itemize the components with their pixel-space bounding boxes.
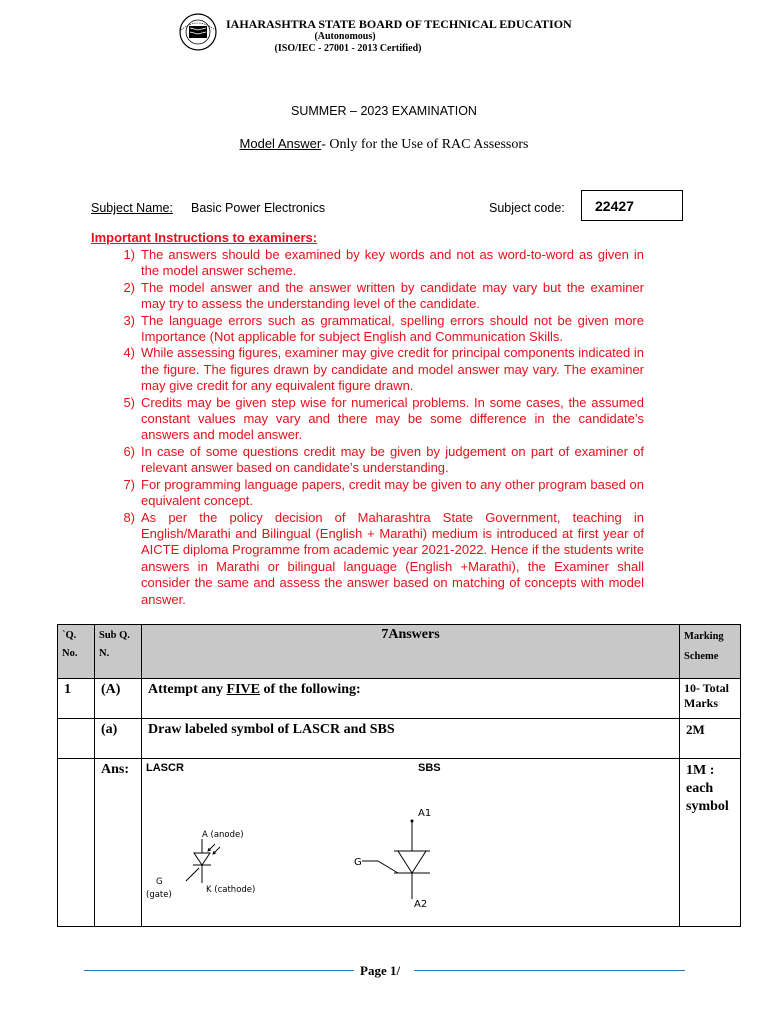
empty-cell	[58, 759, 95, 927]
instructions-heading: Important Instructions to examiners:	[91, 230, 318, 245]
instruction-text: Credits may be given step wise for numerical problems. In some cases, the assumed constant values may vary and there may be some difference in the candidate’s answers and model answer.	[141, 394, 644, 443]
lascr-gate-g: G	[156, 877, 163, 887]
instruction-text: While assessing figures, examiner may give credit for principal components indicated in the figure. The figures drawn by candidate and model answer may vary. The examiner may give credit for any equivalent figure drawn.	[141, 345, 644, 394]
msbte-logo	[172, 12, 224, 52]
page-number: Page 1/	[360, 963, 401, 978]
instruction-item	[91, 313, 644, 346]
total-marks: 10- Total Marks	[680, 679, 741, 719]
instruction-item	[91, 395, 644, 444]
lascr-cathode-label: K (cathode)	[206, 885, 256, 895]
instruction-number: 3)	[123, 312, 135, 328]
model-answer-line	[0, 136, 768, 153]
subject-code: 22427	[595, 198, 634, 214]
instruction-text: In case of some questions credit may be given by judgement on part of examiner of relevant answer based on candidate’s understanding.	[141, 443, 644, 476]
sbs-a2-label: A2	[414, 899, 428, 910]
board-title: IAHARASHTRA STATE BOARD OF TECHNICAL EDUCATION	[226, 17, 572, 31]
instruction-item	[91, 477, 644, 510]
table-row	[58, 679, 741, 719]
sbs-a1-label: A1	[418, 808, 432, 819]
subject-name: Basic Power Electronics	[191, 201, 326, 215]
subject-name-label: Subject Name:	[91, 201, 173, 215]
table-row	[58, 759, 741, 927]
footer-rule-right	[414, 970, 685, 971]
instruction-item	[91, 280, 644, 313]
answer-label: Ans:	[95, 759, 142, 927]
exam-title: SUMMER – 2023 EXAMINATION	[291, 104, 477, 118]
instruction-item	[91, 247, 644, 280]
instruction-number: 1)	[123, 247, 135, 262]
question-text-post: of the following:	[260, 682, 361, 697]
instruction-number: 4)	[123, 345, 135, 361]
table-row	[58, 719, 741, 759]
instruction-number: 6)	[123, 443, 135, 459]
marks: 1M : each symbol	[680, 759, 741, 927]
instruction-text: For programming language papers, credit may be given to any other program based on equivalent concept.	[141, 476, 644, 509]
table-header-row	[58, 625, 741, 679]
instruction-number: 5)	[123, 394, 135, 410]
question-number: 1	[58, 679, 95, 719]
instruction-item	[91, 444, 644, 477]
lascr-label: LASCR	[146, 762, 184, 774]
model-answer-rest: - Only for the Use of RAC Assessors	[321, 137, 529, 152]
instructions-list	[91, 247, 644, 608]
sbs-g-label: G	[354, 857, 362, 868]
sub-question: (a)	[95, 719, 142, 759]
instruction-number: 2)	[123, 279, 135, 295]
sub-question: (A)	[95, 679, 142, 719]
lascr-gate-label: (gate)	[146, 890, 172, 900]
instruction-item	[91, 345, 644, 394]
question-text	[142, 679, 680, 719]
instruction-text: The model answer and the answer written by candidate may vary but the examiner may try to assess the understanding level of the candidate.	[141, 279, 644, 312]
answer-figures-cell	[142, 759, 680, 927]
instruction-number: 7)	[123, 476, 135, 492]
answer-table	[57, 624, 741, 927]
header-sub-qn: Sub Q. N.	[95, 625, 142, 679]
instruction-text: The answers should be examined by key words and not as word-to-word as given in the model answer scheme.	[141, 247, 644, 279]
board-autonomous: (Autonomous)	[314, 31, 376, 42]
question-text-pre: Attempt any	[148, 682, 227, 697]
subject-code-label: Subject code:	[489, 201, 565, 215]
lascr-anode-label: A (anode)	[202, 830, 244, 840]
board-certification: (ISO/IEC - 27001 - 2013 Certified)	[274, 43, 422, 54]
instruction-text: The language errors such as grammatical, spelling errors should not be given more Importance (Not applicable for subject English and Communication Skills.	[141, 312, 644, 345]
instruction-text: As per the policy decision of Maharashtra State Government, teaching in English/Marathi and Bilingual (English + Marathi) medium is introduced at first year of AICTE diploma Programme from academic year 2021-2022. Hence if the students write answers in Marathi or bilingual language (English +Marathi), the Examiner shall consider the same and assess the answer based on matching of concepts with model answer.	[141, 509, 644, 607]
question-text-five: FIVE	[226, 682, 260, 697]
empty-cell	[58, 719, 95, 759]
lascr-symbol	[142, 789, 322, 919]
marks: 2M	[680, 719, 741, 759]
model-answer-label: Model Answer	[239, 136, 322, 151]
footer-rule-left	[84, 970, 354, 971]
question-text: Draw labeled symbol of LASCR and SBS	[142, 719, 680, 759]
sbs-symbol	[352, 769, 472, 919]
header-q-no: `Q. No.	[58, 625, 95, 679]
instruction-item	[91, 510, 644, 608]
header-answers: 7Answers	[142, 625, 680, 679]
sbs-label: SBS	[418, 762, 441, 774]
instruction-number: 8)	[123, 509, 135, 525]
header-marking-scheme: Marking Scheme	[680, 625, 741, 679]
